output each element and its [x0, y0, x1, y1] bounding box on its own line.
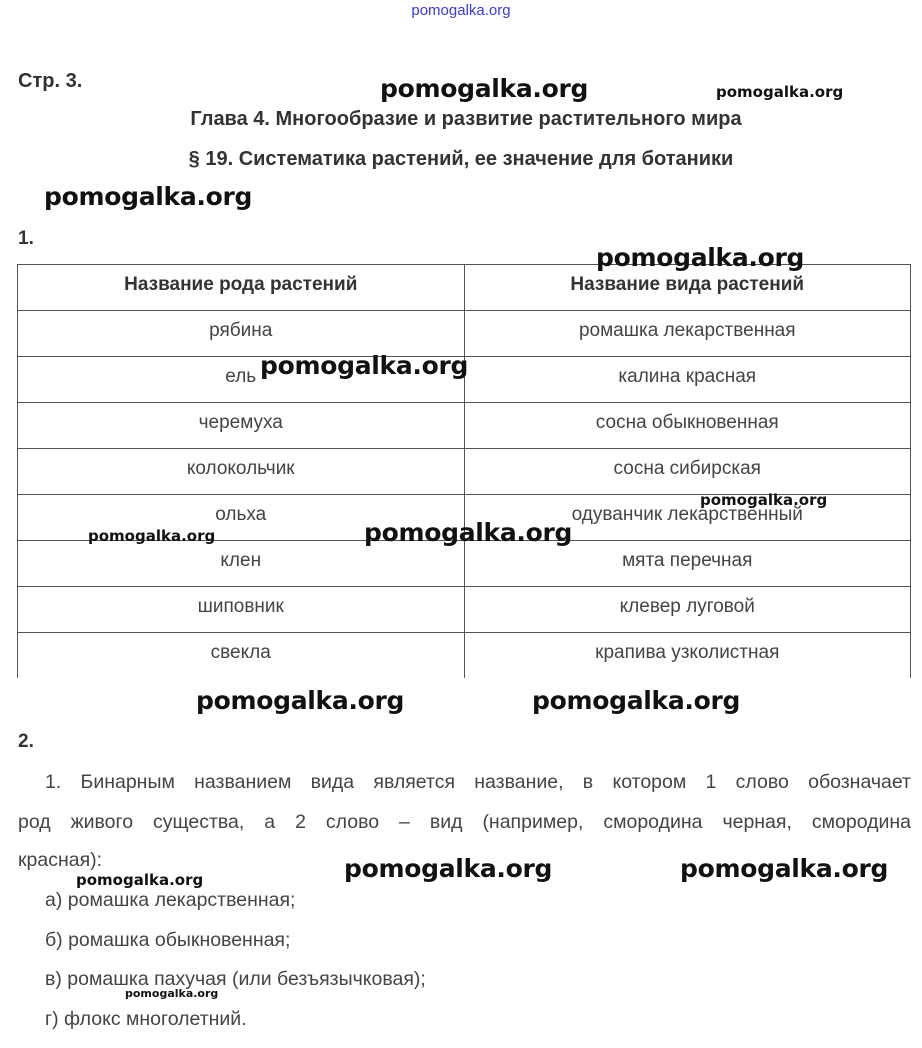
species-cell: клевер луговой: [464, 587, 911, 633]
genus-column-header: Название рода растений: [18, 265, 465, 311]
genus-cell: клен: [18, 541, 465, 587]
list-item: б) ромашка обыкновенная;: [45, 929, 291, 951]
watermark: pomogalka.org: [364, 518, 573, 547]
species-column-header: Название вида растений: [464, 265, 911, 311]
species-cell: сосна обыкновенная: [464, 403, 911, 449]
watermark: pomogalka.org: [596, 243, 805, 272]
table-row: [18, 587, 911, 633]
genus-cell: рябина: [18, 311, 465, 357]
top-watermark[interactable]: pomogalka.org: [411, 2, 511, 19]
watermark: pomogalka.org: [680, 854, 889, 883]
genus-cell: шиповник: [18, 587, 465, 633]
species-cell: калина красная: [464, 357, 911, 403]
section-title: § 19. Систематика растений, ее значение для ботаники: [188, 148, 734, 170]
species-cell: сосна сибирская: [464, 449, 911, 495]
genus-cell: ель: [18, 357, 465, 403]
species-cell: мята перечная: [464, 541, 911, 587]
table-row: [18, 403, 911, 449]
watermark: pomogalka.org: [125, 987, 219, 1000]
table-row: [18, 311, 911, 357]
watermark: pomogalka.org: [44, 182, 253, 211]
watermark: pomogalka.org: [88, 527, 216, 545]
table-row: [18, 449, 911, 495]
watermark: pomogalka.org: [532, 686, 741, 715]
table-row: [18, 633, 911, 679]
watermark: pomogalka.org: [196, 686, 405, 715]
watermark: pomogalka.org: [700, 491, 828, 509]
genus-cell: черемуха: [18, 403, 465, 449]
answer-line-2: род живого существа, а 2 слово – вид (например, смородина черная, смородина: [18, 811, 911, 833]
species-cell: одуванчик лекарственный: [464, 495, 911, 541]
answer-line-1-text: 1. Бинарным названием вида является название, в котором 1 слово обозначает: [45, 771, 911, 793]
task-2-number: 2.: [18, 731, 34, 752]
answer-line-3: красная):: [18, 849, 103, 871]
watermark: pomogalka.org: [344, 854, 553, 883]
list-item: в) ромашка пахучая (или безъязычковая);: [45, 968, 426, 990]
list-item: г) флокс многолетний.: [45, 1008, 247, 1030]
table-row: [18, 541, 911, 587]
plants-table: [17, 264, 911, 678]
genus-cell: свекла: [18, 633, 465, 679]
watermark: pomogalka.org: [380, 74, 589, 103]
page-label: Стр. 3.: [18, 70, 83, 92]
watermark: pomogalka.org: [260, 351, 469, 380]
watermark: pomogalka.org: [76, 871, 204, 889]
answer-line-1: [18, 763, 911, 801]
list-item: а) ромашка лекарственная;: [45, 889, 296, 911]
species-cell: крапива узколистная: [464, 633, 911, 679]
task-1-number: 1.: [18, 228, 34, 249]
chapter-title: Глава 4. Многообразие и развитие растительного мира: [190, 108, 742, 130]
watermark: pomogalka.org: [716, 83, 844, 101]
genus-cell: колокольчик: [18, 449, 465, 495]
species-cell: ромашка лекарственная: [464, 311, 911, 357]
genus-cell: ольха: [18, 495, 465, 541]
